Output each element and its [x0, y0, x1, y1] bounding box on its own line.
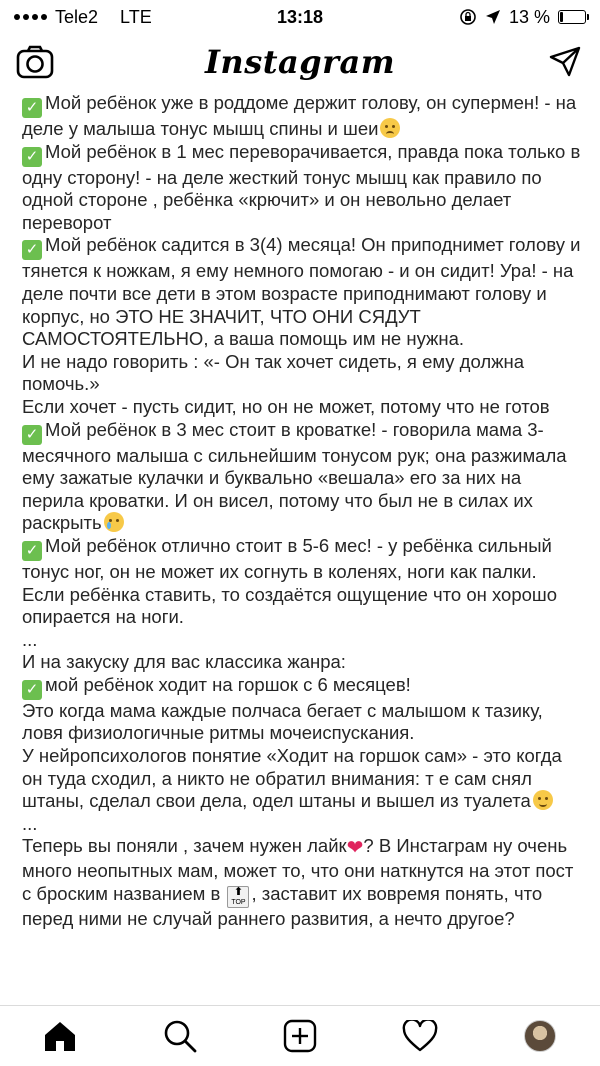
profile-avatar	[524, 1020, 556, 1052]
caption-paragraph: И на закуску для вас классика жанра:	[22, 651, 346, 673]
caption-text: мой ребёнок ходит на горшок с 6 месяцев!	[45, 673, 411, 695]
caption-paragraph	[22, 745, 584, 813]
tab-new-post[interactable]	[270, 1011, 330, 1061]
check-mark-icon: ✓	[22, 240, 42, 260]
caption-paragraph	[22, 419, 584, 535]
caption-text: Мой ребёнок в 3 мес стоит в кроватке! - говорила мама 3-месячного малыша с сильнейшим тонусом рук; она разжимала ему зажатые кулачки и буквально «вешала» его за них на перила кроватки. И он висел, потому что был не в силах их раскрыть	[22, 418, 567, 534]
caption-paragraph	[22, 674, 584, 700]
home-icon	[43, 1020, 77, 1052]
hugging-face-icon	[533, 790, 553, 810]
caption-text: , заставит их вовремя понять, что перед ними не случай раннего развития, а нечто другое?	[22, 882, 543, 929]
battery-level	[560, 12, 563, 22]
app-header	[0, 34, 600, 90]
location-arrow-icon	[485, 9, 501, 25]
camera-button[interactable]	[14, 41, 56, 83]
top-arrow-icon: ⬆ TOP	[227, 886, 249, 908]
caption-text: У нейропсихологов понятие «Ходит на горшок сам» - это когда он туда сходил, а никто не обратил внимания: т е сам снял штаны, сделал свои дела, одел штаны и вышел из туалета	[22, 745, 562, 812]
status-left	[14, 7, 152, 28]
battery-icon	[558, 10, 586, 24]
clock: 13:18	[276, 6, 324, 27]
status-bar	[0, 0, 600, 34]
caption-text: Мой ребёнок отлично стоит в 5-6 мес! - у ребёнка сильный тонус ног, он не может их согнуть в коленях, ноги как палки. Если ребёнка ставить, то создаётся ощущение что он хорошо опирается на ноги.	[22, 534, 558, 628]
top-label: TOP	[231, 898, 246, 906]
caption-paragraph: ...	[22, 812, 38, 834]
caption-paragraph	[22, 92, 584, 141]
camera-icon	[16, 45, 54, 79]
post-caption	[22, 92, 584, 1005]
instagram-logo[interactable]: Instagram	[204, 43, 396, 81]
caption-paragraph: И не надо говорить : «- Он так хочет сидеть, я ему должна помочь.»	[22, 350, 525, 395]
new-post-icon	[283, 1019, 317, 1053]
caption-paragraph: Это когда мама каждые полчаса бегает с малышом к тазику, ловя физиологичные ритмы мочеиспускания.	[22, 699, 543, 744]
caption-text: ? В Инстаграм ну очень много неопытных мам, может то, что они наткнутся на этот пост с броским названием в	[22, 835, 574, 904]
caption-paragraph	[22, 535, 584, 629]
caption-text: Мой ребёнок садится в 3(4) месяца! Он приподнимет голову и тянется к ножкам, я ему немного помогаю - и он сидит! Ура! - на деле почти все дети в этом возрасте приподнимают голову и корпус, но ЭТО НЕ ЗНАЧИТ, ЧТО ОНИ СЯДУТ САМОСТОЯТЕЛЬНО, а ваша помощь им не нужна.	[22, 234, 581, 350]
caption-paragraph	[22, 234, 584, 350]
tab-home[interactable]	[30, 1011, 90, 1061]
check-mark-icon: ✓	[22, 425, 42, 445]
sad-face-icon	[380, 118, 400, 138]
caption-text: Теперь вы поняли , зачем нужен лайк	[22, 835, 347, 857]
caption-paragraph	[22, 141, 584, 235]
caption-text: Мой ребёнок уже в роддоме держит голову, он супермен! - на деле у малыша тонус мышц спины и шеи	[22, 92, 577, 139]
red-heart-icon: ❤	[346, 837, 364, 860]
caption-paragraph	[22, 835, 584, 930]
tab-profile[interactable]	[510, 1011, 570, 1061]
search-icon	[163, 1019, 197, 1053]
orientation-lock-icon	[459, 8, 477, 26]
signal-strength-icon	[14, 14, 47, 20]
check-mark-icon: ✓	[22, 541, 42, 561]
check-mark-icon: ✓	[22, 680, 42, 700]
paper-plane-icon	[548, 45, 582, 79]
bottom-tab-bar	[0, 1005, 600, 1066]
battery-percent: 13 %	[508, 6, 550, 27]
network-type: LTE	[120, 6, 152, 27]
activity-heart-icon	[402, 1020, 438, 1052]
tab-activity[interactable]	[390, 1011, 450, 1061]
crying-face-icon	[104, 512, 124, 532]
check-mark-icon: ✓	[22, 147, 42, 167]
caption-paragraph: ...	[22, 628, 38, 650]
status-right	[459, 7, 586, 28]
caption-paragraph: Если хочет - пусть сидит, но он не может, потому что не готов	[22, 395, 550, 417]
caption-text: Мой ребёнок в 1 мес переворачивается, правда пока только в одну сторону! - на деле жесткий тонус мышц как правило по одной стороне , ребёнка «крючит» и он невольно делает переворот	[22, 140, 581, 233]
carrier-name: Tele2	[55, 6, 99, 27]
check-mark-icon: ✓	[22, 98, 42, 118]
tab-search[interactable]	[150, 1011, 210, 1061]
direct-messages-button[interactable]	[544, 41, 586, 83]
